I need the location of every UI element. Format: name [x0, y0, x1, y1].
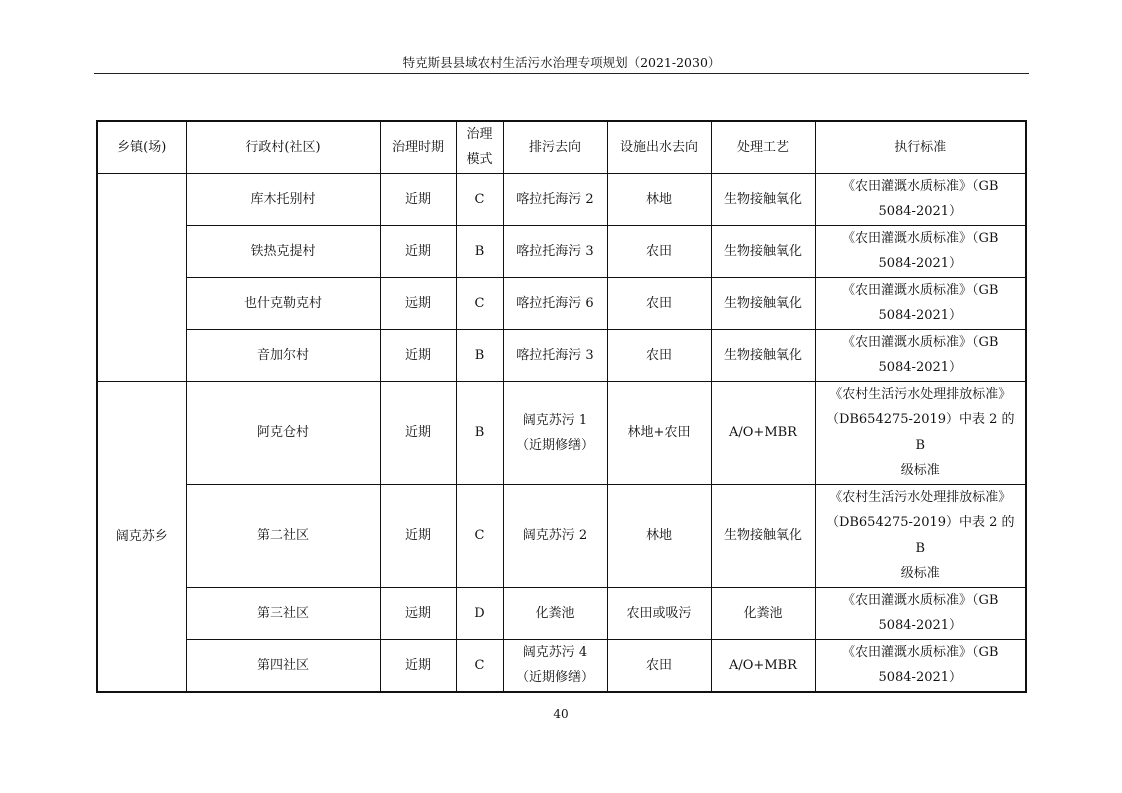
discharge-cell: 化粪池 [503, 587, 607, 639]
village-cell: 也什克勒克村 [186, 277, 380, 329]
process-cell: 生物接触氧化 [711, 225, 815, 277]
outlet-cell: 林地 [607, 173, 711, 225]
discharge-cell: 喀拉托海污 2 [503, 173, 607, 225]
column-header-mode: 治理 模式 [456, 121, 503, 173]
village-cell: 第四社区 [186, 639, 380, 692]
process-cell: 生物接触氧化 [711, 277, 815, 329]
outlet-cell: 农田 [607, 329, 711, 381]
page-number: 40 [553, 707, 569, 721]
discharge-cell: 阔克苏污 2 [503, 484, 607, 587]
discharge-cell: 阔克苏污 4 （近期修缮） [503, 639, 607, 692]
document-header-title: 特克斯县县域农村生活污水治理专项规划（2021-2030） [402, 55, 721, 70]
discharge-cell: 喀拉托海污 3 [503, 225, 607, 277]
discharge-cell: 喀拉托海污 3 [503, 329, 607, 381]
village-cell: 第三社区 [186, 587, 380, 639]
mode-cell: C [456, 173, 503, 225]
mode-cell: C [456, 639, 503, 692]
period-cell: 近期 [380, 484, 456, 587]
period-cell: 近期 [380, 381, 456, 484]
table-row [97, 587, 1026, 639]
standard-cell: 《农田灌溉水质标准》（GB 5084-2021） [815, 587, 1026, 639]
township-cell: 阔克苏乡 [97, 381, 186, 692]
table-row [97, 381, 1026, 484]
standard-cell: 《农村生活污水处理排放标准》 （DB654275-2019）中表 2 的 B 级标准 [815, 484, 1026, 587]
column-header-process: 处理工艺 [711, 121, 815, 173]
table-row [97, 329, 1026, 381]
period-cell: 近期 [380, 639, 456, 692]
column-header-village: 行政村(社区) [186, 121, 380, 173]
township-cell [97, 173, 186, 381]
process-cell: A/O+MBR [711, 381, 815, 484]
column-header-township: 乡镇(场) [97, 121, 186, 173]
village-cell: 第二社区 [186, 484, 380, 587]
table-row [97, 484, 1026, 587]
discharge-cell: 喀拉托海污 6 [503, 277, 607, 329]
period-cell: 近期 [380, 225, 456, 277]
column-header-outlet: 设施出水去向 [607, 121, 711, 173]
mode-cell: C [456, 277, 503, 329]
mode-cell: C [456, 484, 503, 587]
standard-cell: 《农村生活污水处理排放标准》 （DB654275-2019）中表 2 的 B 级标准 [815, 381, 1026, 484]
mode-cell: B [456, 381, 503, 484]
standard-cell: 《农田灌溉水质标准》（GB 5084-2021） [815, 225, 1026, 277]
process-cell: 生物接触氧化 [711, 484, 815, 587]
column-header-standard: 执行标准 [815, 121, 1026, 173]
outlet-cell: 农田 [607, 277, 711, 329]
village-cell: 铁热克提村 [186, 225, 380, 277]
period-cell: 远期 [380, 277, 456, 329]
process-cell: 生物接触氧化 [711, 329, 815, 381]
standard-cell: 《农田灌溉水质标准》（GB 5084-2021） [815, 277, 1026, 329]
header-divider [94, 73, 1029, 74]
village-cell: 阿克仓村 [186, 381, 380, 484]
outlet-cell: 农田 [607, 225, 711, 277]
column-header-period: 治理时期 [380, 121, 456, 173]
table-row [97, 225, 1026, 277]
mode-cell: B [456, 225, 503, 277]
process-cell: A/O+MBR [711, 639, 815, 692]
table-header-row [97, 121, 1026, 173]
discharge-cell: 阔克苏污 1 （近期修缮） [503, 381, 607, 484]
column-header-discharge: 排污去向 [503, 121, 607, 173]
process-cell: 化粪池 [711, 587, 815, 639]
period-cell: 远期 [380, 587, 456, 639]
outlet-cell: 农田 [607, 639, 711, 692]
wastewater-treatment-table [96, 120, 1027, 693]
mode-cell: B [456, 329, 503, 381]
standard-cell: 《农田灌溉水质标准》（GB 5084-2021） [815, 173, 1026, 225]
mode-cell: D [456, 587, 503, 639]
village-cell: 音加尔村 [186, 329, 380, 381]
table-row [97, 277, 1026, 329]
outlet-cell: 林地+农田 [607, 381, 711, 484]
outlet-cell: 农田或吸污 [607, 587, 711, 639]
outlet-cell: 林地 [607, 484, 711, 587]
period-cell: 近期 [380, 173, 456, 225]
period-cell: 近期 [380, 329, 456, 381]
table-row [97, 639, 1026, 692]
village-cell: 库木托别村 [186, 173, 380, 225]
standard-cell: 《农田灌溉水质标准》（GB 5084-2021） [815, 639, 1026, 692]
process-cell: 生物接触氧化 [711, 173, 815, 225]
standard-cell: 《农田灌溉水质标准》（GB 5084-2021） [815, 329, 1026, 381]
table-row [97, 173, 1026, 225]
